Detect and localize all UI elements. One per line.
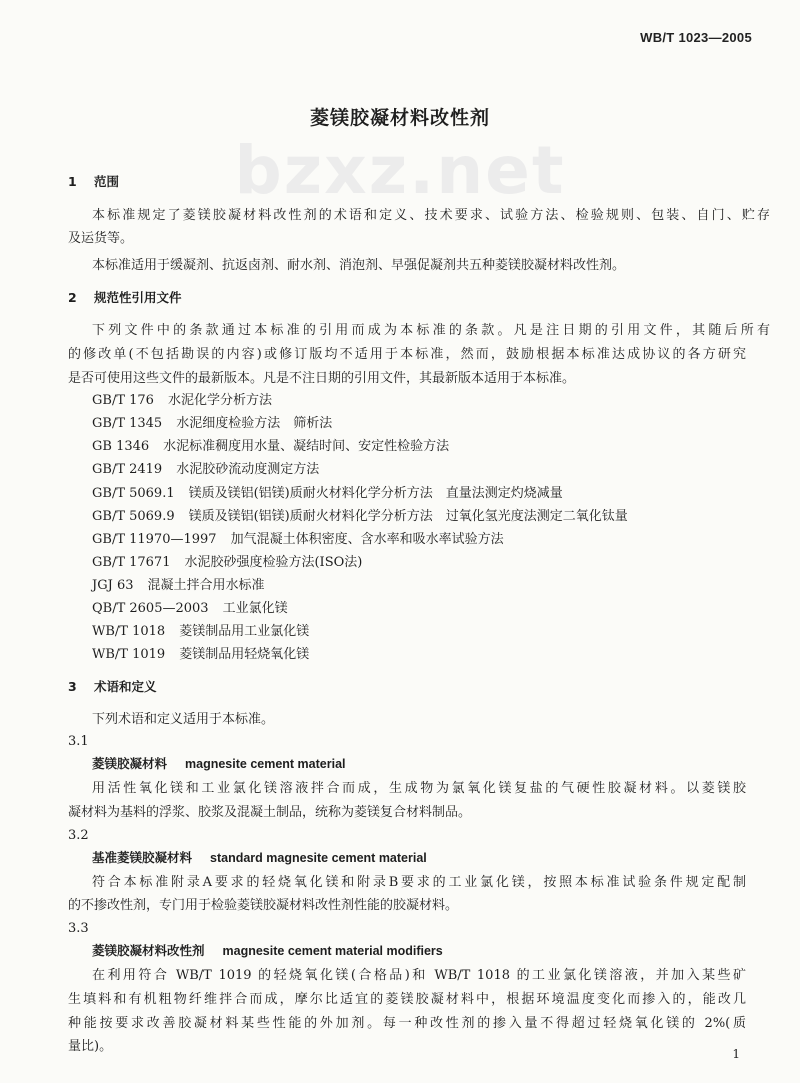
reference-item: QB/T 2605—2003 工业氯化镁 xyxy=(92,601,288,616)
reference-item: GB/T 176 水泥化学分析方法 xyxy=(92,393,272,408)
page-number: 1 xyxy=(732,1047,740,1061)
standard-code: WB/T 1023—2005 xyxy=(640,30,752,45)
reference-item: WB/T 1019 菱镁制品用轻烧氧化镁 xyxy=(92,647,310,662)
reference-item: WB/T 1018 菱镁制品用工业氯化镁 xyxy=(92,624,310,639)
reference-item: GB/T 17671 水泥胶砂强度检验方法(ISO法) xyxy=(92,555,363,570)
definition-line: 量比)。 xyxy=(68,1039,113,1054)
paragraph-line: 下列文件中的条款通过本标准的引用而成为本标准的条款。凡是注日期的引用文件，其随后所有 xyxy=(92,323,770,338)
section-heading: 1 范围 xyxy=(68,174,120,189)
definition-line: 凝材料为基料的浮浆、胶浆及混凝土制品，统称为菱镁复合材料制品。 xyxy=(68,805,472,820)
paragraph-line: 是否可使用这些文件的最新版本。凡是不注日期的引用文件，其最新版本适用于本标准。 xyxy=(68,371,576,386)
definition-line: 种能按要求改善胶凝材料某些性能的外加剂。每一种改性剂的掺入量不得超过轻烧氧化镁的 2%(质 xyxy=(68,1016,746,1031)
reference-item: GB/T 11970—1997 加气混凝土体积密度、含水率和吸水率试验方法 xyxy=(92,532,504,547)
term-number: 3.3 xyxy=(68,921,89,936)
paragraph-line: 下列术语和定义适用于本标准。 xyxy=(92,712,275,727)
term-heading: 基准菱镁胶凝材料 standard magnesite cement material xyxy=(92,850,427,865)
reference-item: GB/T 2419 水泥胶砂流动度测定方法 xyxy=(92,462,320,477)
definition-line: 用活性氧化镁和工业氯化镁溶液拌合而成，生成物为氯氧化镁复盐的气硬性胶凝材料。以菱镁胶 xyxy=(92,781,746,796)
reference-item: GB/T 5069.9 镁质及镁铝(铝镁)质耐火材料化学分析方法 过氧化氢光度法测定二氧化钛量 xyxy=(92,509,628,524)
paragraph-line: 的修改单(不包括勘误的内容)或修订版均不适用于本标准，然而，鼓励根据本标准达成协议的各方研究 xyxy=(68,347,746,362)
term-heading: 菱镁胶凝材料 magnesite cement material xyxy=(92,756,346,771)
reference-item: GB/T 5069.1 镁质及镁铝(铝镁)质耐火材料化学分析方法 直量法测定灼烧减量 xyxy=(92,486,563,501)
reference-item: JGJ 63 混凝土拌合用水标准 xyxy=(92,578,265,593)
document-title: 菱镁胶凝材料改性剂 xyxy=(309,107,490,129)
definition-line: 在利用符合 WB/T 1019 的轻烧氧化镁(合格品)和 WB/T 1018 的工业氯化镁溶液，并加入某些矿 xyxy=(92,968,746,983)
reference-item: GB/T 1345 水泥细度检验方法 筛析法 xyxy=(92,416,333,431)
definition-line: 符合本标准附录A要求的轻烧氧化镁和附录B要求的工业氯化镁，按照本标准试验条件规定配制 xyxy=(92,875,746,890)
term-number: 3.2 xyxy=(68,828,89,843)
term-number: 3.1 xyxy=(68,734,89,749)
term-heading: 菱镁胶凝材料改性剂 magnesite cement material modifiers xyxy=(92,943,443,958)
section-heading: 3 术语和定义 xyxy=(68,679,157,694)
section-heading: 2 规范性引用文件 xyxy=(68,290,182,305)
watermark: bzxz.net xyxy=(234,132,566,209)
paragraph-line: 本标准适用于缓凝剂、抗返卤剂、耐水剂、消泡剂、早强促凝剂共五种菱镁胶凝材料改性剂。 xyxy=(92,258,626,273)
paragraph-line: 本标准规定了菱镁胶凝材料改性剂的术语和定义、技术要求、试验方法、检验规则、包装、自门、贮存 xyxy=(92,208,770,223)
definition-line: 生填料和有机粗物纤维拌合而成，摩尔比适宜的菱镁胶凝材料中，根据环境温度变化而掺入的，能改几 xyxy=(68,992,746,1007)
reference-item: GB 1346 水泥标准稠度用水量、凝结时间、安定性检验方法 xyxy=(92,439,450,454)
definition-line: 的不掺改性剂，专门用于检验菱镁胶凝材料改性剂性能的胶凝材料。 xyxy=(68,898,459,913)
paragraph-line: 及运货等。 xyxy=(68,231,134,246)
